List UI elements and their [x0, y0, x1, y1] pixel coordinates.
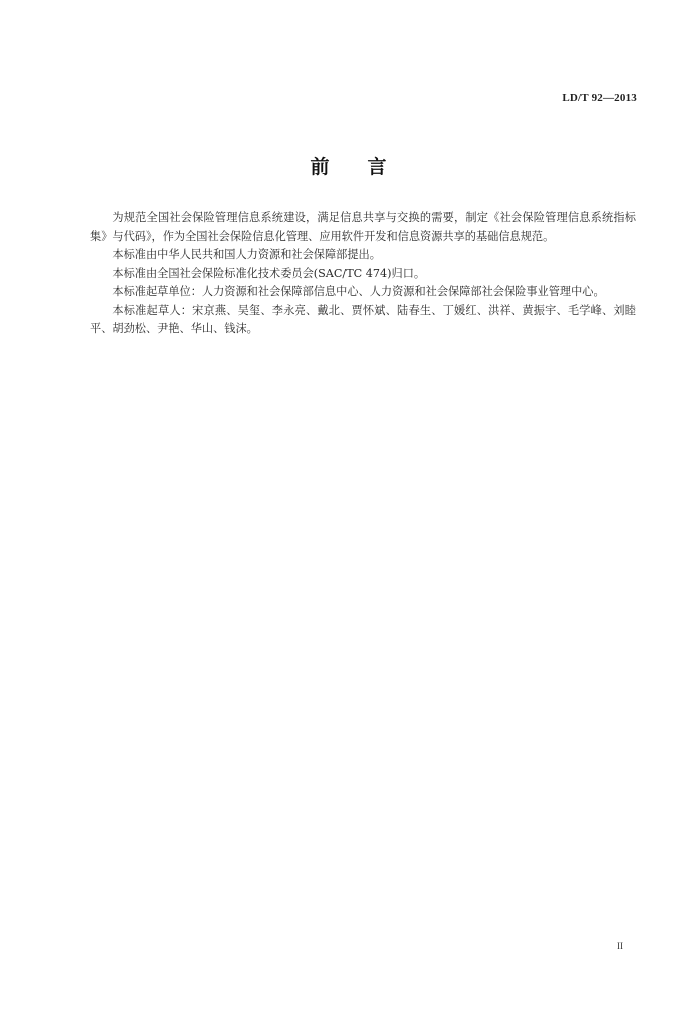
- title-char-2: 言: [367, 156, 389, 178]
- paragraph-purpose: 为规范全国社会保险管理信息系统建设，满足信息共享与交换的需要，制定《社会保险管理信息系统指标集》与代码》，作为全国社会保险信息化管理、应用软件开发和信息资源共享的基础信息规范。: [90, 211, 636, 243]
- page-number: II: [617, 941, 623, 951]
- title-char-1: 前: [310, 156, 332, 178]
- page-title: [0, 152, 699, 179]
- paragraph-administrator: 本标准由全国社会保险标准化技术委员会(SAC/TC 474)归口。: [112, 266, 426, 280]
- paragraph-drafting-units: 本标准起草单位：人力资源和社会保障部信息中心、人力资源和社会保障部社会保险事业管理中心。: [112, 285, 605, 298]
- paragraph-drafters: 本标准起草人：宋京燕、吴玺、李永亮、戴北、贾怀斌、陆春生、丁媛红、洪祥、黄振宇、毛学峰、刘睦平、胡劲松、尹艳、华山、钱沫。: [90, 303, 636, 335]
- standard-number: LD/T 92—2013: [562, 92, 637, 104]
- foreword-body: [90, 209, 636, 339]
- paragraph-proposer: 本标准由中华人民共和国人力资源和社会保障部提出。: [112, 248, 381, 261]
